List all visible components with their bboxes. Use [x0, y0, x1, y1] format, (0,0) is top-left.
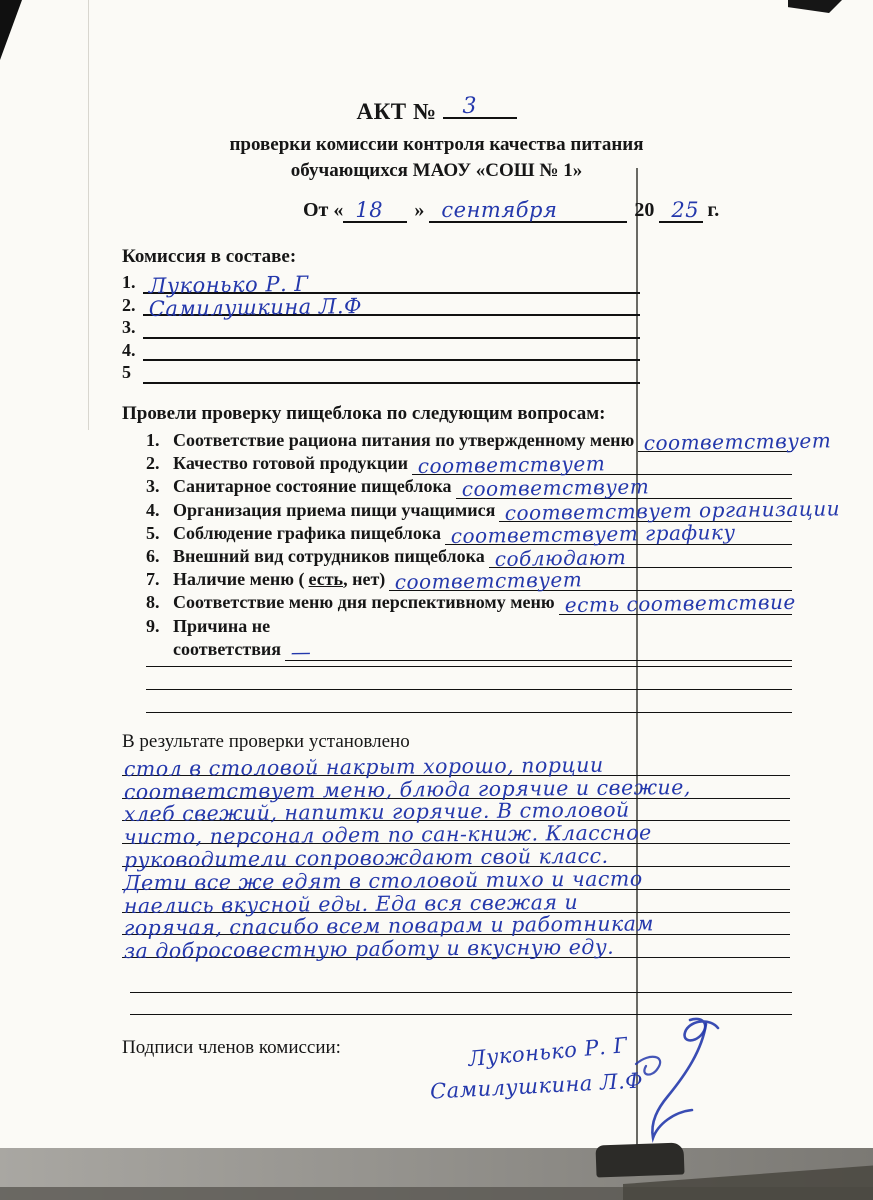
- act-title-line: [0, 96, 873, 125]
- scan-fold-line-left: [88, 0, 89, 430]
- result-heading: В результате проверки установлено: [122, 731, 410, 752]
- item-number: 2.: [146, 453, 160, 474]
- item-label: Санитарное состояние пищеблока: [173, 476, 452, 497]
- item-answer-line: [638, 428, 832, 455]
- result-handwritten-line: горячая, спасибо всем поварам и работникам: [123, 911, 655, 941]
- inspection-item-continuation-row: [146, 638, 792, 664]
- commission-member-row: [122, 361, 640, 384]
- result-handwritten-line: за добросовестную работу и вкусную еду.: [123, 934, 615, 964]
- item-label: Внешний вид сотрудников пищеблока: [173, 545, 485, 566]
- member-number: 1.: [122, 272, 136, 292]
- member-name-line: [143, 361, 640, 384]
- empty-ruled-line: [130, 992, 792, 993]
- item-answer-handwritten: соответствует: [643, 428, 832, 455]
- result-handwritten-line: соответствует меню, блюда горячие и свежие,: [123, 774, 691, 804]
- item-answer-handwritten: соответствует: [417, 451, 606, 479]
- item-answer-handwritten: соответствует: [394, 567, 583, 595]
- result-ruled-line: [122, 797, 790, 827]
- date-suffix: г.: [707, 199, 720, 221]
- commission-member-row: [122, 316, 640, 339]
- empty-ruled-line: [146, 712, 792, 713]
- inspection-item-row: [146, 615, 792, 638]
- scan-artifact-top-left-corner: [0, 0, 22, 60]
- item-answer-line: [456, 474, 792, 502]
- result-ruled-line: [122, 820, 790, 850]
- item-answer-handwritten: соблюдают: [494, 545, 627, 571]
- empty-ruled-line: [146, 689, 792, 690]
- result-handwritten-line: стол в столовой накрыт хорошо, порции: [123, 752, 604, 781]
- item-label-continuation: соответствия: [173, 638, 282, 659]
- item-number: 5.: [146, 522, 160, 543]
- member-name-line: [143, 293, 640, 321]
- date-day-handwritten: 18: [355, 198, 384, 222]
- item-answer-line: [559, 590, 796, 618]
- inspection-item-row: [146, 567, 792, 595]
- item-label: Причина не: [173, 615, 271, 636]
- inspection-item-row: [146, 590, 796, 618]
- item-label: Соответствие меню дня перспективному меню: [173, 592, 555, 613]
- item-answer-handwritten: соответствует организации: [505, 495, 841, 525]
- inspection-item-row: [146, 451, 792, 479]
- result-ruled-line: [122, 889, 790, 918]
- member-name-line: [143, 316, 640, 339]
- item-number: 9.: [146, 615, 160, 636]
- signature-scribble: [606, 1012, 746, 1152]
- date-month-blank: [429, 197, 627, 223]
- result-ruled-line: [122, 911, 790, 941]
- result-handwritten-line: чисто, персонал одет по сан-книж. Классное: [123, 820, 652, 850]
- member-number: 4.: [122, 339, 136, 360]
- item-empty-space: [274, 615, 792, 638]
- act-number-handwritten: 3: [462, 94, 477, 119]
- commission-member-row: [122, 339, 640, 362]
- result-ruled-line: [122, 843, 790, 872]
- item-answer-handwritten: соответствует: [461, 474, 649, 502]
- date-day-blank: [343, 197, 407, 223]
- item-number: 6.: [146, 545, 160, 566]
- member-number: 3.: [122, 317, 136, 337]
- act-subtitle-1: проверки комиссии контроля качества питания: [229, 134, 644, 155]
- item-answer-line: [489, 545, 792, 571]
- signature-name-1-handwritten: Луконько Р. Г: [467, 1033, 629, 1071]
- act-number-blank: [443, 96, 517, 119]
- result-handwritten-line: хлеб свежий, напитки горячие. В столовой: [123, 797, 630, 827]
- result-handwritten-line: руководители сопровождают свой класс.: [123, 843, 609, 872]
- inspection-item-row: [146, 545, 792, 571]
- member-name-line: [143, 339, 640, 362]
- item-number: 1.: [146, 430, 160, 450]
- item-answer-line: [389, 567, 792, 595]
- inspection-list: [146, 428, 841, 664]
- item-number: 3.: [146, 476, 160, 497]
- result-ruled-line: [122, 934, 790, 964]
- item-label: Соблюдение графика пищеблока: [173, 522, 441, 543]
- result-ruled-line: [122, 866, 790, 895]
- inspection-heading: Провели проверку пищеблока по следующим вопросам:: [122, 403, 606, 424]
- signatures-label: Подписи членов комиссии:: [122, 1037, 341, 1058]
- item-answer-line: [499, 495, 841, 525]
- item-answer-handwritten: есть соответствие: [564, 590, 796, 618]
- item-answer-line: [285, 638, 792, 664]
- item-number: 8.: [146, 592, 160, 613]
- inspection-item-row: [146, 474, 792, 502]
- scan-artifact-top-right-corner: [788, 0, 842, 13]
- date-year-handwritten: 25: [671, 198, 700, 222]
- item-label-underlined: есть: [308, 569, 344, 590]
- item-number: 7.: [146, 569, 160, 590]
- act-title-label: АКТ №: [356, 99, 437, 124]
- item-answer-handwritten: —: [290, 639, 312, 664]
- item-answer-handwritten: соответствует графику: [450, 519, 736, 548]
- date-close-quote: »: [414, 199, 425, 221]
- member-number: 5: [122, 362, 131, 382]
- item-label-post: , нет): [343, 569, 386, 590]
- commission-member-row: [122, 271, 640, 298]
- member-name-handwritten: Луконько Р. Г: [148, 271, 309, 298]
- result-text-block: [122, 752, 790, 964]
- inspection-item-row: [146, 519, 792, 548]
- item-label: Соответствие рациона питания по утвержденному меню: [173, 430, 635, 450]
- date-year-blank: [659, 197, 703, 223]
- signature-name-2-handwritten: Самилушкина Л.Ф: [429, 1068, 644, 1104]
- empty-ruled-line: [146, 666, 792, 667]
- act-subtitle-2: обучающихся МАОУ «СОШ № 1»: [290, 160, 583, 181]
- result-handwritten-line: наелись вкусной еды. Еда вся свежая и: [123, 889, 579, 918]
- member-name-line: [143, 271, 640, 298]
- member-name-handwritten: Самилушкина Л.Ф: [148, 293, 363, 321]
- item-label-pre: Наличие меню (: [173, 569, 305, 590]
- date-line: [303, 197, 719, 223]
- commission-heading: Комиссия в составе:: [122, 246, 297, 267]
- commission-list: [122, 271, 640, 384]
- item-answer-line: [445, 519, 792, 548]
- item-answer-line: [412, 451, 792, 479]
- commission-member-row: [122, 293, 640, 321]
- member-number: 2.: [122, 294, 136, 315]
- item-label: Организация приема пищи учащимися: [173, 499, 496, 520]
- result-handwritten-line: Дети все же едят в столовой тихо и часто: [123, 866, 643, 895]
- result-ruled-line: [122, 774, 790, 804]
- result-ruled-line: [122, 752, 790, 781]
- inspection-item-row: [146, 495, 841, 525]
- item-label: Качество готовой продукции: [173, 453, 408, 474]
- date-year-prefix: 20: [634, 199, 655, 221]
- item-number: 4.: [146, 499, 160, 520]
- inspection-item-row: [146, 428, 832, 455]
- date-month-handwritten: сентября: [441, 198, 558, 222]
- date-prefix: От «: [303, 199, 344, 221]
